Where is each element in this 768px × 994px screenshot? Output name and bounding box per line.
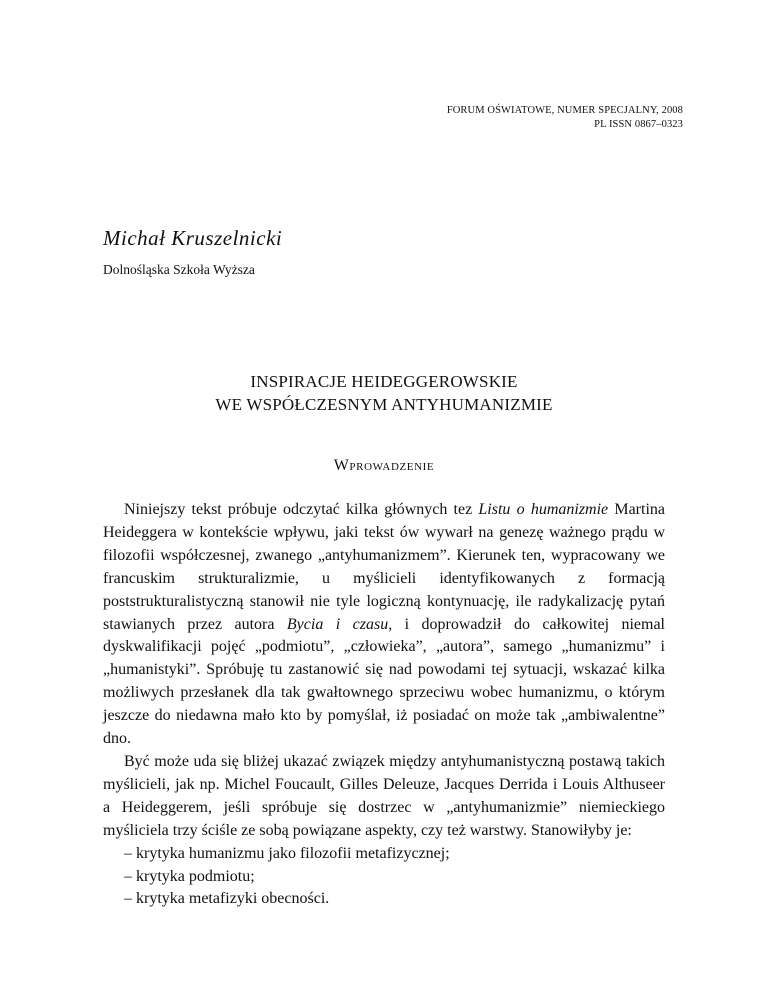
paragraph-2: Być może uda się bliżej ukazać związek między antyhumanistyczną postawą takich myślicieli, jak np. Michel Foucault, Gilles Deleuze, Jacques Derrida i Louis Althuseer a Heideggerem, jeśli spróbuje się dostrzec w „antyhumanizmie” niemieckiego myśliciela trzy ściśle ze sobą powiązane aspekty, czy też warstwy. Stanowiłyby je: [103,752,665,839]
list-item: – krytyka podmiotu; [124,867,255,885]
article-body [103,499,665,911]
title-line-1: INSPIRACJE HEIDEGGEROWSKIE [250,372,518,391]
masthead [447,104,683,132]
aspect-list [103,843,665,912]
issn: PL ISSN 0867–0323 [594,119,683,130]
paragraph-1 [103,499,665,751]
list-item: – krytyka humanizmu jako filozofii metafizycznej; [124,844,450,862]
author-affiliation: Dolnośląska Szkoła Wyższa [103,262,255,277]
title-line-2: WE WSPÓŁCZESNYM ANTYHUMANIZMIE [215,395,553,414]
journal-info: FORUM OŚWIATOWE, NUMER SPECJALNY, 2008 [446,105,683,116]
author-name: Michał Kruszelnicki [103,226,283,250]
book-title-bycia-i-czasu: Bycia i czasu [286,615,389,633]
list-item: – krytyka metafizyki obecności. [124,890,330,908]
paragraph-1-text-c: , i doprowadził do całkowitej niemal dyskwalifikacji pojęć „podmiotu”, „człowieka”, „autora”, samego „humanizmu” i „humanistyki”. Spróbuję tu zastanowić się nad powodami tej sytuacji, wskazać kilka możliwych przesłanek dla tak gwałtownego sprzeciwu wobec humanizmu, o którym jeszcze do niedawna mało kto by pomyślał, iż posiadać on może tak „ambiwalentne” dno. [103,615,665,748]
section-heading: Wprowadzenie [333,457,435,474]
article-title [0,370,768,416]
paragraph-1-text-a: Niniejszy tekst próbuje odczytać kilka głównych tez [124,501,479,518]
book-title-list-o-humanizmie: Listu o humanizmie [478,501,609,518]
paragraph-1-text-b: Martina Heideggera w kontekście wpływu, jaki tekst ów wywarł na genezę ważnego prądu w filozofii współczesnej, zwanego „antyhumanizmem”. Kierunek ten, wypracowany we francuskim strukturalizmie, u myślicieli identyfikowanych z formacją poststrukturalistyczną stanowił nie tyle logiczną kontynuację, ile radykalizację pytań stawianych przez autora [103,501,666,633]
